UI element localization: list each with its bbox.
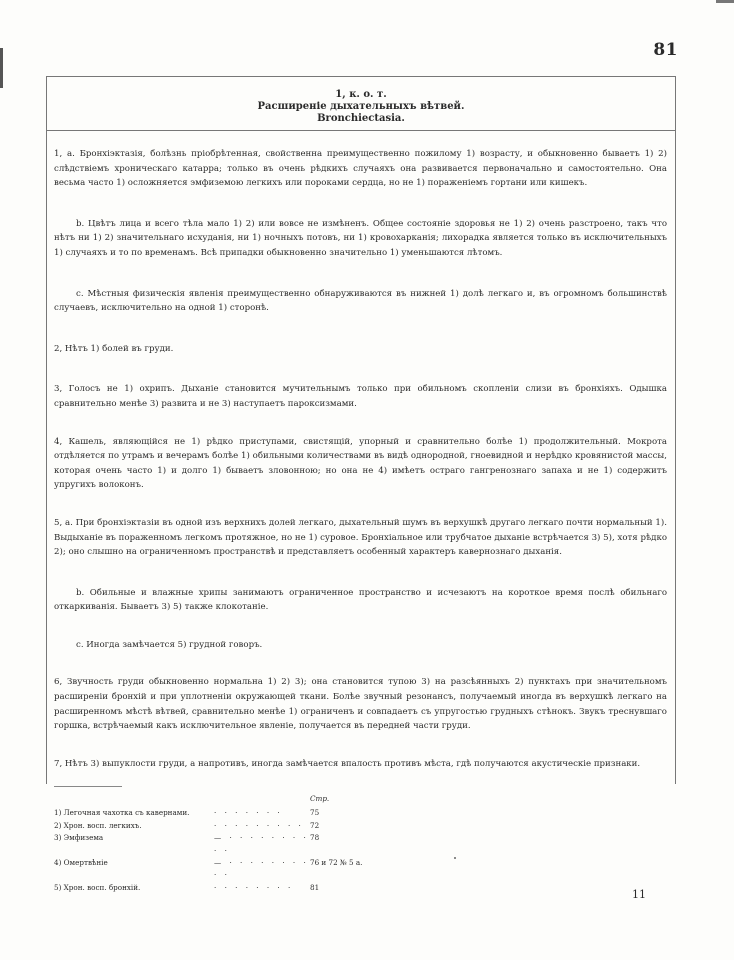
section-latin-title: Bronchiectasia. <box>317 113 405 124</box>
footnote-leader: · · · · · · · <box>214 808 283 818</box>
footnote-column-header: Стр. <box>310 794 330 803</box>
footnote-row <box>54 807 654 819</box>
paragraph-1a: 1, a. Бронхіэктазія, болѣзнь пріобрѣтенная, свойственна преимущественно пожилому 1) возрасту, и обыкновенно бываетъ 1) 2) слѣдствіемъ хроническаго катарра; только въ очень рѣдкихъ случаяхъ она развивается первоначально и самостоятельно. Она весьма часто 1) осложняется эмфиземою легкихъ или пороками сердца, но не 1) пораженіемъ гортани или кишекъ. <box>54 149 667 189</box>
paragraph-5b: b. Обильные и влажные хрипы занимаютъ ограниченное пространство и исчезаютъ на короткое время послѣ обильнаго откаркиванія. Бываетъ 3) 5) также клокотаніе. <box>54 587 667 613</box>
footnote-row <box>54 832 654 857</box>
footnote-page-ref: 78 <box>310 833 320 843</box>
paragraph-2: 2, Нѣтъ 1) болей въ груди. <box>54 343 174 354</box>
page-number: 81 <box>653 40 678 60</box>
footnote-page-ref: 72 <box>310 820 320 830</box>
paragraph-4: 4, Кашель, являющійся не 1) рѣдко приступами, свистящій, упорный и сравнительно болѣе 1) продолжительный. Мокрота отдѣляется по утрамъ и вечерамъ болѣе 1) обильными количествами въ видѣ однородной, гноевидной и нерѣдко кровянистой массы, которая очень часто 1) и долго 1) бываетъ зловонною; но она не 4) имѣетъ остраго гангренознаго запаха и не 1) содержитъ упругихъ волоконъ. <box>54 436 667 491</box>
footnote-leader: — · · · · · · · · · · <box>214 858 309 880</box>
section-title: Расширеніе дыхательныхъ вѣтвей. <box>257 101 465 112</box>
sheet-number: 11 <box>632 888 646 901</box>
section-body <box>47 147 675 771</box>
footnote-row <box>54 857 654 882</box>
footnote-leader: — · · · · · · · · · · <box>214 833 309 855</box>
section-code: 1, к. о. т. <box>335 89 387 100</box>
footnote-label: 1) Легочная чахотка съ кавернами. <box>54 808 190 818</box>
footnote-page-ref: 75 <box>310 808 320 818</box>
footnote-label: 5) Хрон. восп. бронхій. <box>54 882 141 892</box>
footnote-row <box>54 820 654 832</box>
footnote-label: 3) Эмфизема <box>54 833 104 843</box>
footnote-label: 2) Хрон. восп. легкихъ. <box>54 820 142 830</box>
paragraph-5c: c. Иногда замѣчается 5) грудной говоръ. <box>76 639 263 650</box>
paragraph-1c: c. Мѣстныя физическія явленія преимущественно обнаруживаются въ нижней 1) долѣ легкаго и, въ огромномъ большинствѣ случаевъ, исключительно на одной 1) сторонѣ. <box>54 288 667 314</box>
footnote-leader: · · · · · · · · <box>214 882 294 892</box>
footnote-rule <box>54 786 122 787</box>
paragraph-5a: 5, a. При бронхіэктазіи въ одной изъ верхнихъ долей легкаго, дыхательный шумъ въ верхушкѣ другаго легкаго почти нормальный 1). Выдыханіе въ пораженномъ легкомъ протяжное, но не 1) суровое. Бронхіальное или трубчатое дыханіе встрѣчается 3) 5), хотя рѣдко 2); оно слышно на ограниченномъ пространствѣ и представляетъ особенный характеръ кавернознаго дыханія. <box>54 517 667 558</box>
footnotes <box>54 786 654 894</box>
edge-mark <box>0 48 3 88</box>
paragraph-3: 3, Голосъ не 1) охрипъ. Дыханіе становится мучительнымъ только при обильномъ скопленіи слизи въ бронхіяхъ. Одышка сравнительно менѣе 3) развита и не 3) наступаетъ пароксизмами. <box>54 384 667 409</box>
footnote-row <box>54 882 654 894</box>
footnote-page-ref: 81 <box>310 882 320 892</box>
footnote-leader: · · · · · · · · · <box>214 820 304 830</box>
footnote-label: 4) Омертвѣніе <box>54 858 108 868</box>
edge-mark <box>716 0 734 3</box>
footnote-page-ref: 76 и 72 № 5 a. <box>310 858 363 868</box>
paragraph-6: 6, Звучность груди обыкновенно нормальна 1) 2) 3); она становится тупою 3) на разсѣянныхъ 2) пунктахъ при значительномъ расширеніи бронхій и при уплотненіи окружающей ткани. Болѣе звучный резонансъ, получаемый иногда въ верхушкѣ легкаго на расширенномъ мѣстѣ вѣтвей, сравнительно менѣе 1) ограниченъ и совпадаетъ съ упругостью грудныхъ стѣнокъ. Звукъ треснувшаго горшка, встрѣчаемый какъ исключительное явленіе, получается въ передней части груди. <box>54 677 667 732</box>
content-frame <box>46 76 676 784</box>
section-header <box>47 77 675 131</box>
paragraph-7: 7, Нѣтъ 3) выпуклости груди, а напротивъ, иногда замѣчается впалость противъ мѣста, гдѣ получаются акустическіе признаки. <box>54 758 641 769</box>
paragraph-1b: b. Цвѣтъ лица и всего тѣла мало 1) 2) или вовсе не измѣненъ. Общее состояніе здоровья не 1) 2) очень разстроено, такъ что нѣтъ ни 1) 2) значительнаго исхуданія, ни 1) ночныхъ потовъ, ни 1) кровохарканія; лихорадка является только въ исключительныхъ 1) случаяхъ и то по временамъ. Всѣ припадки обыкновенно значительно 1) уменьшаются лѣтомъ. <box>54 218 667 258</box>
